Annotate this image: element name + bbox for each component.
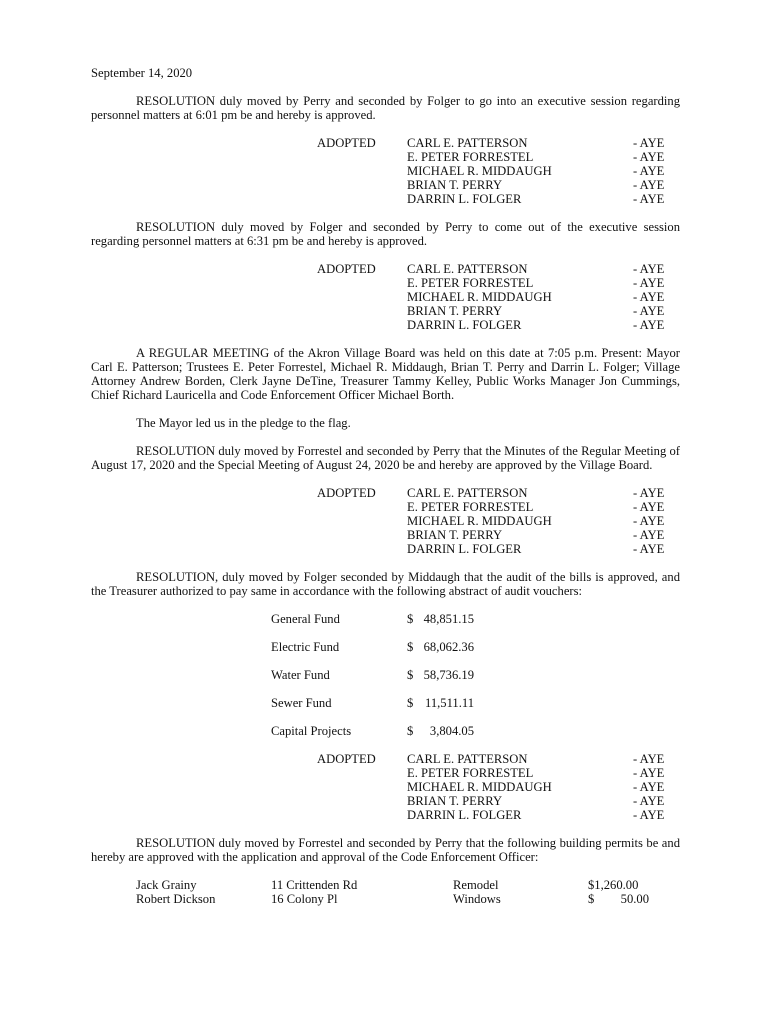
- resolution-building-permits: RESOLUTION duly moved by Forrestel and seconded by Perry that the following building permits be and hereby are approved with the application and approval of the Code Enforcement Officer:: [91, 836, 680, 864]
- fund-amount: 48,851.15: [423, 612, 474, 626]
- permit-fee-currency: $: [588, 892, 595, 906]
- aye-vote: - AYE: [633, 318, 665, 332]
- aye-vote: - AYE: [633, 780, 665, 794]
- building-permit-list: [91, 878, 680, 906]
- adopted-label: ADOPTED: [317, 752, 376, 766]
- fund-name: General Fund: [271, 612, 340, 626]
- fund-name: Electric Fund: [271, 640, 340, 654]
- aye-vote: - AYE: [633, 752, 665, 766]
- member-name: MICHAEL R. MIDDAUGH: [407, 514, 552, 528]
- permit-applicant: Jack Grainy: [136, 878, 197, 892]
- aye-vote: - AYE: [633, 500, 665, 514]
- permit-type: Remodel: [453, 878, 499, 892]
- member-name: DARRIN L. FOLGER: [407, 808, 522, 822]
- member-name: BRIAN T. PERRY: [407, 304, 503, 318]
- permit-fee-amount: 50.00: [620, 892, 649, 906]
- vote-block-3: [91, 486, 680, 556]
- permit-applicant: Robert Dickson: [136, 892, 216, 906]
- permit-fee: $1,260.00: [588, 878, 639, 892]
- member-name: BRIAN T. PERRY: [407, 178, 503, 192]
- member-name: CARL E. PATTERSON: [407, 486, 528, 500]
- resolution-minutes-approval: RESOLUTION duly moved by Forrestel and seconded by Perry that the Minutes of the Regular Meeting of August 17, 2020 and the Special Meeting of August 24, 2020 be and hereby are approved by the Village Board.: [91, 444, 680, 472]
- fund-row: [91, 640, 680, 654]
- vote-results: [633, 752, 664, 822]
- member-name: DARRIN L. FOLGER: [407, 192, 522, 206]
- aye-vote: - AYE: [633, 486, 665, 500]
- fund-currency: $: [407, 668, 414, 682]
- member-name: E. PETER FORRESTEL: [407, 276, 534, 290]
- member-name: BRIAN T. PERRY: [407, 528, 503, 542]
- member-names: [407, 752, 552, 822]
- vote-results: [633, 486, 664, 556]
- aye-vote: - AYE: [633, 528, 665, 542]
- aye-vote: - AYE: [633, 794, 665, 808]
- member-name: DARRIN L. FOLGER: [407, 542, 522, 556]
- member-name: DARRIN L. FOLGER: [407, 318, 522, 332]
- fund-amount: 11,511.11: [425, 696, 474, 710]
- aye-vote: - AYE: [633, 808, 665, 822]
- aye-vote: - AYE: [633, 766, 665, 780]
- permit-address: 16 Colony Pl: [271, 892, 338, 906]
- member-name: E. PETER FORRESTEL: [407, 150, 534, 164]
- pledge-paragraph: The Mayor led us in the pledge to the flag.: [136, 416, 351, 430]
- document-page: [91, 66, 680, 906]
- aye-vote: - AYE: [633, 136, 665, 150]
- fund-row: [91, 724, 680, 738]
- fund-row: [91, 668, 680, 682]
- aye-vote: - AYE: [633, 192, 665, 206]
- vote-block-1: [91, 136, 680, 206]
- adopted-label: ADOPTED: [317, 486, 376, 500]
- regular-meeting-paragraph: A REGULAR MEETING of the Akron Village Board was held on this date at 7:05 p.m. Present: Mayor Carl E. Patterson; Trustees E. Peter Forrestel, Michael R. Middaugh, Brian T. Perry and Darrin L. Folger; Village Attorney Andrew Borden, Clerk Jayne DeTine, Treasurer Tammy Kelley, Public Works Manager Jon Cummings, Chief Richard Lauricella and Code Enforcement Officer Michael Borth.: [91, 346, 680, 402]
- member-name: BRIAN T. PERRY: [407, 794, 503, 808]
- permit-type: Windows: [453, 892, 501, 906]
- fund-name: Capital Projects: [271, 724, 352, 738]
- member-name: MICHAEL R. MIDDAUGH: [407, 290, 552, 304]
- aye-vote: - AYE: [633, 276, 665, 290]
- permit-row: [91, 892, 680, 906]
- aye-vote: - AYE: [633, 262, 665, 276]
- vote-block-2: [91, 262, 680, 332]
- member-names: [407, 486, 552, 556]
- adopted-label: ADOPTED: [317, 262, 376, 276]
- aye-vote: - AYE: [633, 542, 665, 556]
- meeting-date: September 14, 2020: [91, 66, 193, 80]
- fund-currency: $: [407, 696, 414, 710]
- aye-vote: - AYE: [633, 290, 665, 304]
- adopted-label: ADOPTED: [317, 136, 376, 150]
- fund-amount: 58,736.19: [423, 668, 474, 682]
- permit-address: 11 Crittenden Rd: [271, 878, 358, 892]
- aye-vote: - AYE: [633, 514, 665, 528]
- resolution-executive-session-enter: RESOLUTION duly moved by Perry and seconded by Folger to go into an executive session regarding personnel matters at 6:01 pm be and hereby is approved.: [91, 94, 680, 122]
- aye-vote: - AYE: [633, 164, 665, 178]
- fund-row: [91, 612, 680, 626]
- aye-vote: - AYE: [633, 304, 665, 318]
- audit-fund-list: [91, 598, 680, 738]
- fund-currency: $: [407, 724, 414, 738]
- permit-row: [91, 878, 680, 892]
- fund-currency: $: [407, 640, 414, 654]
- member-name: CARL E. PATTERSON: [407, 136, 528, 150]
- member-name: E. PETER FORRESTEL: [407, 766, 534, 780]
- member-name: CARL E. PATTERSON: [407, 262, 528, 276]
- member-name: MICHAEL R. MIDDAUGH: [407, 780, 552, 794]
- fund-row: [91, 696, 680, 710]
- vote-results: [633, 136, 664, 206]
- member-name: MICHAEL R. MIDDAUGH: [407, 164, 552, 178]
- fund-name: Water Fund: [271, 668, 330, 682]
- fund-amount: 68,062.36: [423, 640, 474, 654]
- resolution-executive-session-exit: RESOLUTION duly moved by Folger and seconded by Perry to come out of the executive session regarding personnel matters at 6:31 pm be and hereby is approved.: [91, 220, 680, 248]
- vote-results: [633, 262, 664, 332]
- member-name: E. PETER FORRESTEL: [407, 500, 534, 514]
- fund-name: Sewer Fund: [271, 696, 332, 710]
- fund-currency: $: [407, 612, 414, 626]
- resolution-audit-bills: RESOLUTION, duly moved by Folger seconded by Middaugh that the audit of the bills is approved, and the Treasurer authorized to pay same in accordance with the following abstract of audit vouchers:: [91, 570, 680, 598]
- vote-block-4: [91, 752, 680, 822]
- member-names: [407, 136, 552, 206]
- aye-vote: - AYE: [633, 150, 665, 164]
- fund-amount: 3,804.05: [429, 724, 474, 738]
- aye-vote: - AYE: [633, 178, 665, 192]
- member-name: CARL E. PATTERSON: [407, 752, 528, 766]
- member-names: [407, 262, 552, 332]
